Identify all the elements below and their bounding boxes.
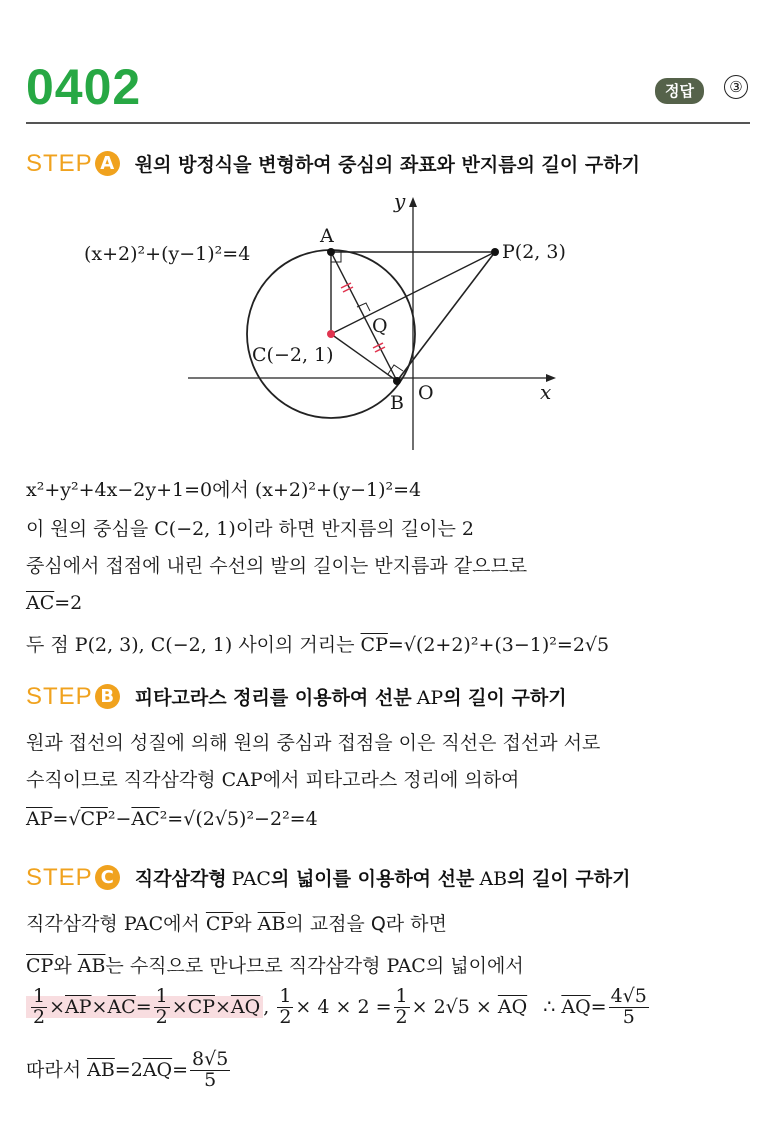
step-c-label: STEP [26,864,93,891]
figure [0,185,776,460]
point-A [327,248,335,256]
step-a-heading [26,150,640,178]
label-Q: Q [372,315,388,337]
equation-label: (x+2)²+(y−1)²=4 [84,243,251,265]
highlighted-equation: $\frac{1}{2}$ $\times\overline{AP}\times\overline{AC}=$ $\frac{1}{2}$ $\times\overline{CP}\times\overline{AQ}$ [26,996,263,1018]
step-c-line-1: 직각삼각형 PAC에서 $\overline{CP}$와 $\overline{AB}$의 교점을 Q라 하면 [26,913,447,935]
step-b-line-3: $\overline{AP}=√CP^2-\overline{AC}^2=√(2√5)^2-2^2=4$ [26,808,318,830]
problem-number: 0402 [26,59,142,115]
step-b-line-1: 원과 접선의 성질에 의해 원의 중심과 접점을 이은 직선은 접선과 서로 [26,732,601,754]
step-c-heading: STEP C 직각삼각형 PAC의 넓이를 이용하여 선분 AB의 길이 구하기 [26,864,631,891]
label-P: P(2, 3) [502,241,566,263]
label-A: A [320,225,334,247]
answer-badge: 정답 [655,78,704,104]
label-C: C(−2, 1) [252,344,334,366]
y-axis-arrow-icon [409,197,417,207]
step-b-heading: STEP B 피타고라스 정리를 이용하여 선분 AP의 길이 구하기 [26,683,567,710]
label-x: x [540,380,552,404]
step-b-circle: B [95,684,120,709]
label-O: O [418,382,434,404]
step-a-line-1: x²+y²+4x−2y+1=0에서 (x+2)²+(y−1)²=4 [26,479,422,501]
step-c-line-4: 따라서 $\overline{AB}=2\overline{AQ}=$ $\frac{8√5}{5}$ [26,1048,229,1091]
step-a-line-3: 중심에서 접점에 내린 수선의 발의 길이는 반지름과 같으므로 [26,555,528,577]
step-a-label: STEP [26,150,93,177]
step-c-line-3: $\frac{1}{2}$ $\times\overline{AP}\times\overline{AC}=$ $\frac{1}{2}$ $\times\overline{CP}\times\overline{AQ}$ , $\frac{1}{2}$ × 4 × 2 = $\frac{1}{2}$ × $2√5 \times \overline{AQ}$ ∴ $\overline{AQ}=$ $\frac{4√5}{5}$ [26,987,651,1028]
answer-value: ③ [724,75,748,99]
step-a-title: 원의 방정식을 변형하여 중심의 좌표와 반지름의 길이 구하기 [134,154,640,176]
step-a-line-4: $\overline{AC}=2$ [26,592,83,614]
label-y: y [394,189,406,213]
header-divider [26,122,750,124]
step-a-line-5: 두 점 P(2, 3), C(−2, 1) 사이의 거리는 $\overline{CP}=√(2+2)^2+(3-1)^2=2√5$ [26,634,610,656]
point-C [327,330,335,338]
point-B [393,377,401,385]
segment-CB [331,334,397,381]
step-b-line-2: 수직이므로 직각삼각형 CAP에서 피타고라스 정리에 의하여 [26,769,520,791]
label-B: B [390,392,404,414]
step-b-label: STEP [26,683,93,710]
step-a-circle: A [95,151,120,176]
step-c-circle: C [95,865,120,890]
fraction-ab: $\frac{8√5}{5}$ [192,1048,229,1091]
step-c-line-2: $\overline{CP}$와 $\overline{AB}$는 수직으로 만나므로 직각삼각형 PAC의 넓이에서 [26,955,524,977]
step-a-line-2: 이 원의 중심을 C(−2, 1)이라 하면 반지름의 길이는 2 [26,518,474,540]
tangent-BP [397,252,495,381]
point-P [491,248,499,256]
fraction-half: $\frac{1}{2}$ [33,985,46,1028]
